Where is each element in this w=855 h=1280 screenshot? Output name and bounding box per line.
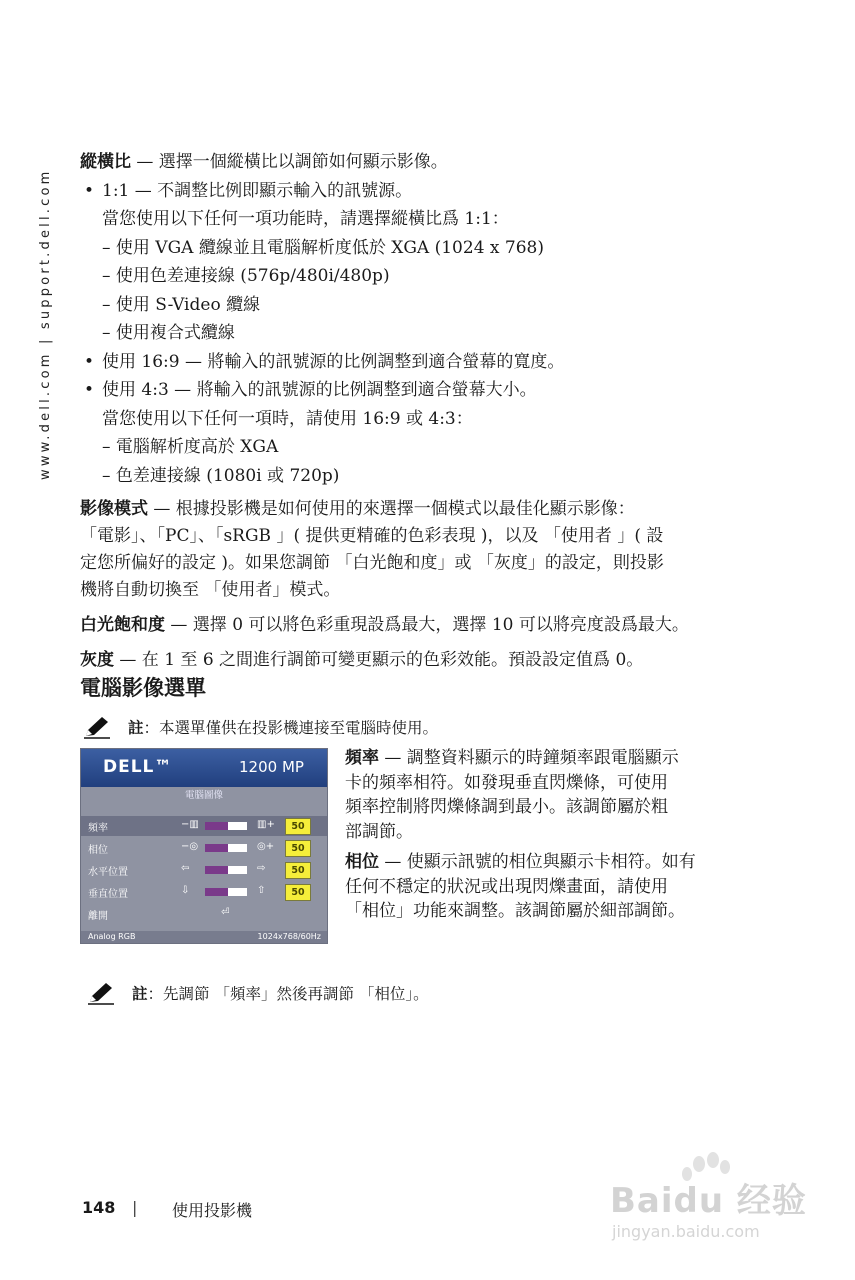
section-title: 電腦影像選單 [80,676,206,700]
b1-item: – 使用複合式纜線 [102,323,235,343]
osd-slider [205,844,247,852]
osd-slider [205,888,247,896]
white-intensity-paragraph: 白光飽和度 — 選擇 0 可以將色彩重現設爲最大，選擇 10 可以將亮度設爲最大。 [80,615,689,635]
b1-item: – 使用 S-Video 纜線 [102,294,261,315]
osd-slider [205,866,247,874]
minus-icon: −◎ [181,841,199,852]
plus-icon: ◎+ [257,841,275,852]
osd-model: 1200 MP [239,758,304,776]
osd-header [81,749,327,787]
plus-icon: ▥+ [257,819,275,830]
bullet-16-9: • 使用 16:9 — 將輸入的訊號源的比例調整到適合螢幕的寬度。 [84,351,565,372]
page-footer [82,1198,252,1221]
frequency-paragraph: 頻率 — 調整資料顯示的時鐘頻率跟電腦顯示 卡的頻率相符。如發現垂直閃爍條，可使用 頻率控制將閃爍條調到最小。該調節屬於粗 部調節。 [345,748,679,842]
b3-item: – 色差連接線 (1080i 或 720p) [102,465,340,486]
note-2: 註 ：先調節 「頻率」然後再調節 「相位」。 [86,980,429,1006]
osd-slider [205,822,247,830]
left-arrow-icon: ⇦ [181,863,190,874]
watermark-brand: Baidu 经验 [610,1181,807,1221]
osd-row-phase: 相位 −◎ ◎+ 50 [81,838,327,858]
osd-row-vposition: 垂直位置 ⇩ ⇧ 50 [81,882,327,902]
osd-row-exit: 離開 ⏎ [88,907,230,922]
b1-item: – 使用色差連接線 (576p/480i/480p) [102,266,390,286]
chapter-title: 使用投影機 [172,1201,253,1220]
note-1: 註 ：本選單僅供在投影機連接至電腦時使用。 [82,714,438,740]
page-number: 148 [82,1198,116,1217]
up-arrow-icon: ⇧ [257,885,266,896]
exit-icon: ⏎ [221,907,230,918]
phase-paragraph: 相位 — 使顯示訊號的相位與顯示卡相符。如有 任何不穩定的狀況或出現閃爍畫面，請使用 「相位」功能來調整。該調節屬於細部調節。 [345,852,696,921]
osd-row-hposition: 水平位置 ⇦ ⇨ 50 [81,860,327,880]
main-content [80,148,740,674]
b1-intro: 當您使用以下任何一項功能時，請選擇縱橫比爲 1:1： [102,209,509,229]
bullet-1-1: • 1:1 — 不調整比例即顯示輸入的訊號源。 [84,180,413,201]
dell-logo: DELL™ [103,757,173,777]
watermark-url: jingyan.baidu.com [612,1222,760,1241]
side-url: www.dell.com | support.dell.com [38,168,53,480]
osd-row-frequency: 頻率 −▥ ▥+ 50 [81,816,327,836]
osd-menu-title: 電腦圖像 [184,790,223,801]
degamma-paragraph: 灰度 — 在 1 至 6 之間進行調節可變更顯示的色彩效能。預設設定值爲 0。 [80,650,644,670]
right-arrow-icon: ⇨ [257,863,266,874]
aspect-heading: 縱橫比 — 選擇一個縱橫比以調節如何顯示影像。 [80,152,448,172]
bullet-4-3: • 使用 4:3 — 將輸入的訊號源的比例調整到適合螢幕大小。 [84,380,537,400]
pencil-note-icon [82,714,112,740]
video-mode-paragraph: 影像模式 — 根據投影機是如何使用的來選擇一個模式以最佳化顯示影像： 「電影」、「PC」、「sRGB 」( 提供更精確的色彩表現 )，以及 「使用者 」( 設 定您所偏好的設定 )。如果您調節 「白光飽和度」或 「灰度」的設定，則投影 機將自動切換至 「使用者」模式。 [80,499,664,600]
b3-intro: 當您使用以下任何一項時，請使用 16:9 或 4:3： [102,408,473,429]
down-arrow-icon: ⇩ [181,885,190,896]
osd-footer: Analog RGB 1024x768/60Hz [81,931,327,943]
minus-icon: −▥ [181,819,199,830]
osd-menu-image [80,748,328,944]
b3-item: – 電腦解析度高於 XGA [102,437,279,457]
footer-separator: | [132,1198,138,1217]
pencil-note-icon [86,980,116,1006]
b1-item: – 使用 VGA 纜線並且電腦解析度低於 XGA (1024 x 768) [102,237,544,258]
